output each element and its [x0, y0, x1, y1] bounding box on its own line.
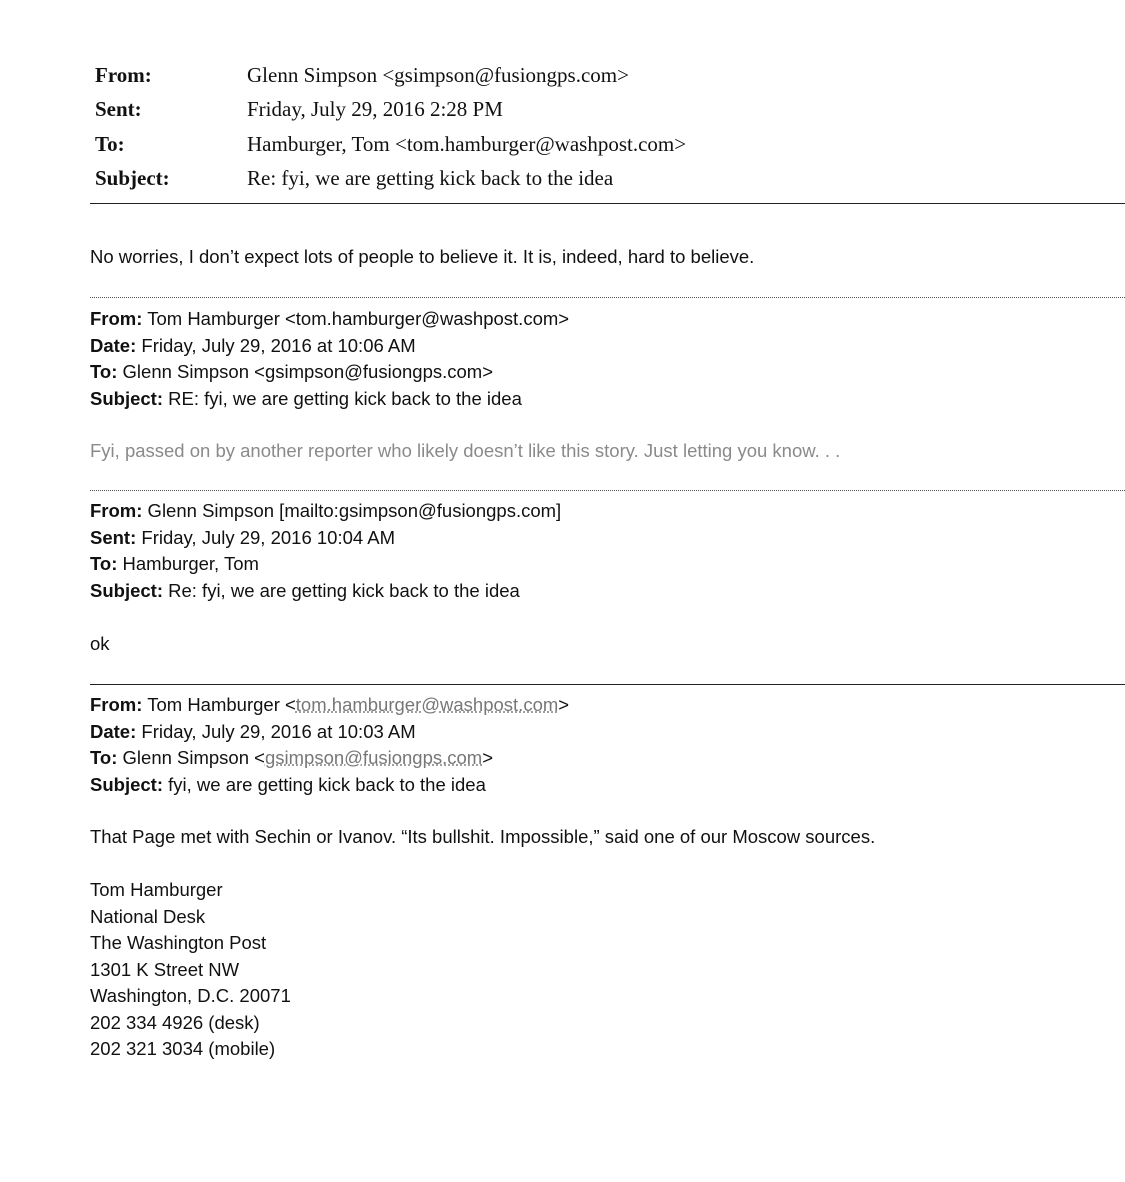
msg3-body: That Page met with Sechin or Ivanov. “Its bullshit. Impossible,” said one of our Moscow sources.	[90, 826, 876, 847]
header-subject-value: Re: fyi, we are getting kick back to the idea	[247, 166, 614, 191]
header-to-value: Hamburger, Tom <tom.hamburger@washpost.com>	[247, 131, 687, 156]
signature-desk-phone: 202 334 4926 (desk)	[90, 1011, 260, 1033]
header-sent-value: Friday, July 29, 2016 2:28 PM	[247, 97, 503, 122]
msg3-to-close: >	[482, 747, 494, 768]
msg3-date-label: Date:	[90, 720, 137, 742]
msg2-to-value: Hamburger, Tom	[117, 553, 259, 574]
msg2-subject-value: Re: fyi, we are getting kick back to the idea	[162, 579, 520, 601]
email-header	[95, 58, 686, 196]
msg1-date-label: Date:	[90, 334, 137, 356]
quoted-message-1	[90, 306, 569, 412]
msg2-from-label: From:	[90, 500, 143, 521]
msg3-from-label: From:	[90, 694, 143, 715]
msg1-subject-value: RE: fyi, we are getting kick back to the idea	[162, 387, 522, 409]
quote-divider-3	[90, 684, 1125, 685]
signature-mobile-phone: 202 321 3034 (mobile)	[90, 1038, 276, 1059]
msg3-from-line	[90, 692, 569, 719]
msg3-date-line	[90, 719, 569, 746]
msg3-to-line	[90, 745, 569, 772]
header-subject-label: Subject:	[95, 166, 170, 191]
signature-name: Tom Hamburger	[90, 879, 223, 900]
header-from-label: From:	[95, 62, 152, 87]
msg1-from-line	[90, 306, 569, 333]
signature-city: Washington, D.C. 20071	[90, 985, 291, 1006]
msg2-from-line	[90, 498, 561, 525]
quoted-message-3	[90, 692, 569, 798]
header-divider	[90, 203, 1125, 204]
signature	[90, 877, 291, 1063]
msg2-sent-value: Friday, July 29, 2016 10:04 AM	[136, 526, 396, 548]
msg1-to-label: To:	[90, 361, 118, 382]
msg1-from-value: Tom Hamburger <tom.hamburger@washpost.com>	[142, 308, 570, 329]
header-to-row	[95, 127, 686, 162]
msg3-date-value: Friday, July 29, 2016 at 10:03 AM	[136, 720, 416, 742]
msg3-from-email-link[interactable]: tom.hamburger@washpost.com	[295, 694, 559, 715]
signature-street: 1301 K Street NW	[90, 958, 240, 980]
msg1-subject-label: Subject:	[90, 387, 163, 409]
msg2-to-label: To:	[90, 553, 118, 574]
msg3-from-close: >	[558, 694, 570, 715]
msg1-date-line	[90, 333, 569, 360]
msg1-body: Fyi, passed on by another reporter who likely doesn’t like this story. Just letting you know. . .	[90, 440, 841, 461]
msg3-to-name: Glenn Simpson <	[117, 747, 265, 768]
signature-desk: National Desk	[90, 905, 206, 927]
msg3-to-email-link[interactable]: gsimpson@fusiongps.com	[264, 747, 483, 768]
msg2-to-line	[90, 551, 561, 578]
msg2-subject-line	[90, 578, 561, 605]
header-from-value: Glenn Simpson <gsimpson@fusiongps.com>	[247, 62, 629, 87]
quote-divider-1	[90, 297, 1125, 298]
header-to-label: To:	[95, 131, 125, 156]
header-subject-row	[95, 162, 686, 197]
msg2-from-value: Glenn Simpson [mailto:gsimpson@fusiongps.com]	[142, 500, 562, 521]
msg3-subject-value: fyi, we are getting kick back to the idea	[162, 773, 486, 795]
header-from-row	[95, 58, 686, 93]
quote-divider-2	[90, 490, 1125, 491]
msg3-subject-line	[90, 772, 569, 799]
header-sent-label: Sent:	[95, 97, 142, 122]
header-sent-row	[95, 93, 686, 128]
msg1-to-value: Glenn Simpson <gsimpson@fusiongps.com>	[117, 361, 494, 382]
quoted-message-2	[90, 498, 561, 604]
msg3-from-name: Tom Hamburger <	[142, 694, 296, 715]
msg2-subject-label: Subject:	[90, 579, 163, 601]
msg2-sent-label: Sent:	[90, 526, 137, 548]
msg2-sent-line	[90, 525, 561, 552]
msg1-subject-line	[90, 386, 569, 413]
msg1-from-label: From:	[90, 308, 143, 329]
msg3-subject-label: Subject:	[90, 773, 163, 795]
msg1-date-value: Friday, July 29, 2016 at 10:06 AM	[136, 334, 416, 356]
reply-body: No worries, I don’t expect lots of people to believe it. It is, indeed, hard to believe.	[90, 246, 755, 267]
msg3-to-label: To:	[90, 747, 118, 768]
signature-org: The Washington Post	[90, 932, 267, 953]
msg1-to-line	[90, 359, 569, 386]
msg2-body: ok	[90, 633, 110, 654]
